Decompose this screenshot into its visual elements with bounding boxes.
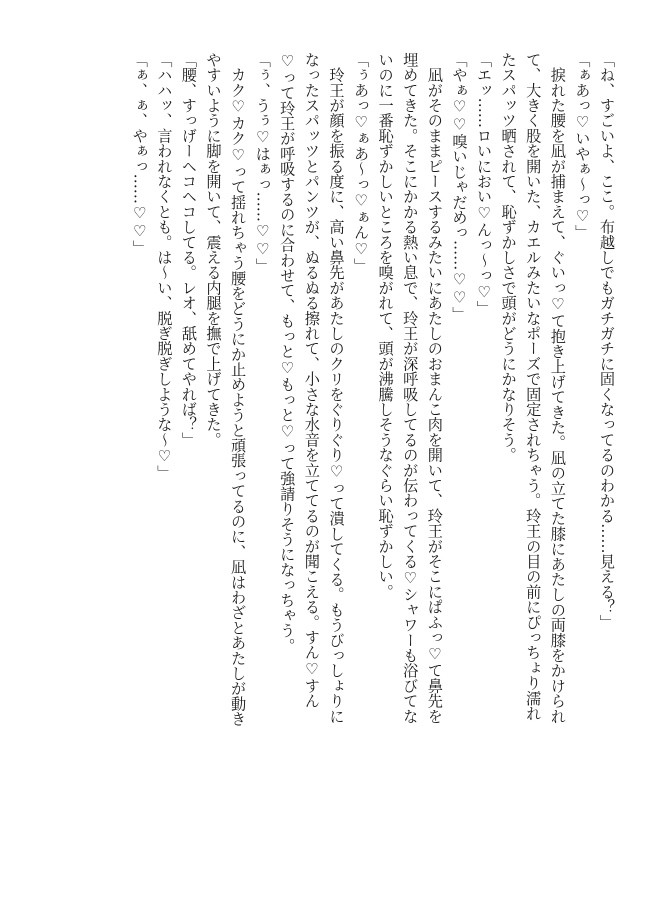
text-line: 捩れた腰を凪が捕まえて、ぐいっ♡て抱き上げてきた。凪の立てた膝にあたしの両膝をかけられ [548,52,567,724]
text-line: 「ぁあっ♡いやぁ～っ♡」 [573,52,592,240]
text-line: 「ハハッ、言われなくとも。は～い、脱ぎ脱ぎしような～♡」 [155,52,174,481]
text-line: 玲王が顔を振る度に、高い鼻先があたしのクリをぐりぐり♡って潰してくる。もうびっしょりに [327,52,346,724]
text-line: たスパッツ晒されて、恥ずかしさで頭がどうにかなりそう。 [499,52,518,463]
text-line: なったスパッツとパンツが、ぬるぬる擦れて、小さな水音を立ててるのが聞こえる。すん♡すん [302,52,321,709]
text-line: カク♡カク♡って揺れちゃう腰をどうにか止めようと頑張ってるのに、凪はわざとあたしが動き [229,52,248,727]
text-line: 「ね、すごいよ、ここ。布越しでもガチガチに固くなってるのわかる……見える？」 [598,52,616,630]
text-line: ♡って玲王が呼吸するのに合わせて、もっと♡もっと♡って強請りそうになっちゃう。 [278,52,297,654]
text-line: 「やぁ♡♡嗅いじゃだめっ……♡♡」 [450,52,469,322]
text-line: 埋めてきた。そこにかかる熱い息で、玲王が深呼吸してるのが伝わってくる♡シャワーも浴びてな [401,52,420,724]
text-line: いのに一番恥ずかしいところを嗅がれて、頭が沸騰しそうなぐらい恥ずかしい。 [376,52,395,600]
text-line: て、大きく股を開いた、カエルみたいなポーズで固定されちゃう。玲王の目の前にぴっちょり濡れ [524,52,543,721]
text-line: 「ぅ、うぅ♡はぁっ……♡♡」 [253,52,272,274]
vertical-text-body [29,52,619,882]
text-line: 「ぅあっ♡ぁあ～っ♡ぁん♡」 [352,52,371,274]
text-line: やすいように脚を開いて、震える内腿を撫で上げてきた。 [204,52,223,448]
text-line: 「腰、すっげーヘコヘコしてる。レオ、舐めてやれば？」 [179,52,198,448]
text-line: 「エッ……ロいにおい♡んっ～っ♡」 [475,52,494,316]
text-line: 「ぁ、ぁ、やぁっ……♡♡」 [130,52,149,256]
text-line: 凪がそのままピースするみたいにあたしのおまんこ肉を開いて、玲王がそこにぱふっ♡て鼻先を [425,52,444,724]
